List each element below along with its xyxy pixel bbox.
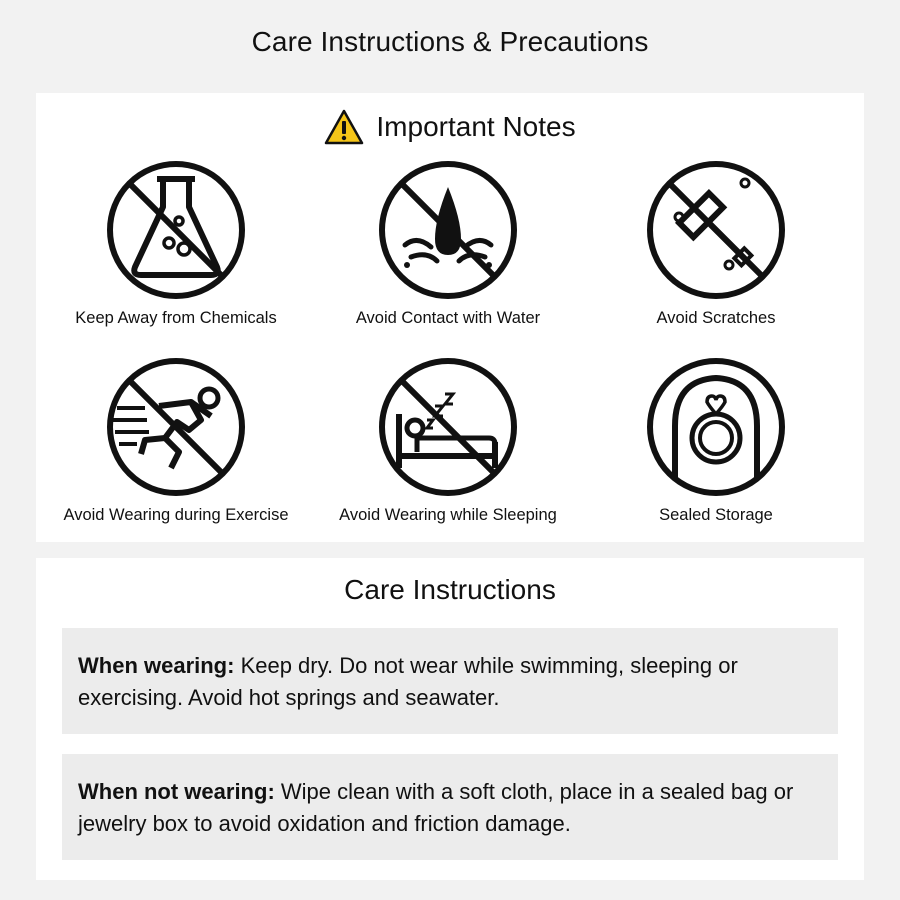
- note-label: Avoid Scratches: [656, 309, 776, 327]
- no-chemicals-icon: [105, 159, 247, 301]
- note-label: Avoid Contact with Water: [355, 309, 541, 327]
- no-scratch-icon: [645, 159, 787, 301]
- note-item-sealed-storage: [580, 356, 852, 556]
- no-sleep-icon: [377, 356, 519, 498]
- page-title: Care Instructions & Precautions: [251, 26, 649, 57]
- note-item-scratches: [580, 159, 852, 359]
- note-item-exercise: [40, 356, 312, 556]
- note-label: Sealed Storage: [659, 506, 773, 524]
- sealed-storage-ring-icon: [645, 356, 787, 498]
- care-box-not-wearing: [62, 754, 838, 860]
- note-item-water: [312, 159, 584, 359]
- note-item-sleeping: [312, 356, 584, 556]
- note-item-chemicals: [40, 159, 312, 359]
- no-water-icon: [377, 159, 519, 301]
- notes-header: [36, 107, 864, 147]
- care-text: Keep dry. Do not wear while swimming, sleeping or exercising. Avoid hot springs and seawater.: [78, 653, 738, 710]
- care-text: Wipe clean with a soft cloth, place in a sealed bag or jewelry box to avoid oxidation and friction damage.: [78, 779, 794, 836]
- note-label: Avoid Wearing while Sleeping: [339, 506, 557, 524]
- notes-title: Important Notes: [376, 111, 576, 142]
- note-label: Keep Away from Chemicals: [75, 309, 277, 327]
- care-lead: When not wearing:: [78, 779, 275, 804]
- note-label: Avoid Wearing during Exercise: [63, 506, 289, 524]
- important-notes-panel: [36, 93, 864, 542]
- care-box-wearing: [62, 628, 838, 734]
- care-title: Care Instructions: [344, 574, 556, 605]
- care-instructions-panel: [36, 558, 864, 880]
- no-exercise-icon: [105, 356, 247, 498]
- care-lead: When wearing:: [78, 653, 235, 678]
- warning-triangle-icon: [324, 109, 364, 145]
